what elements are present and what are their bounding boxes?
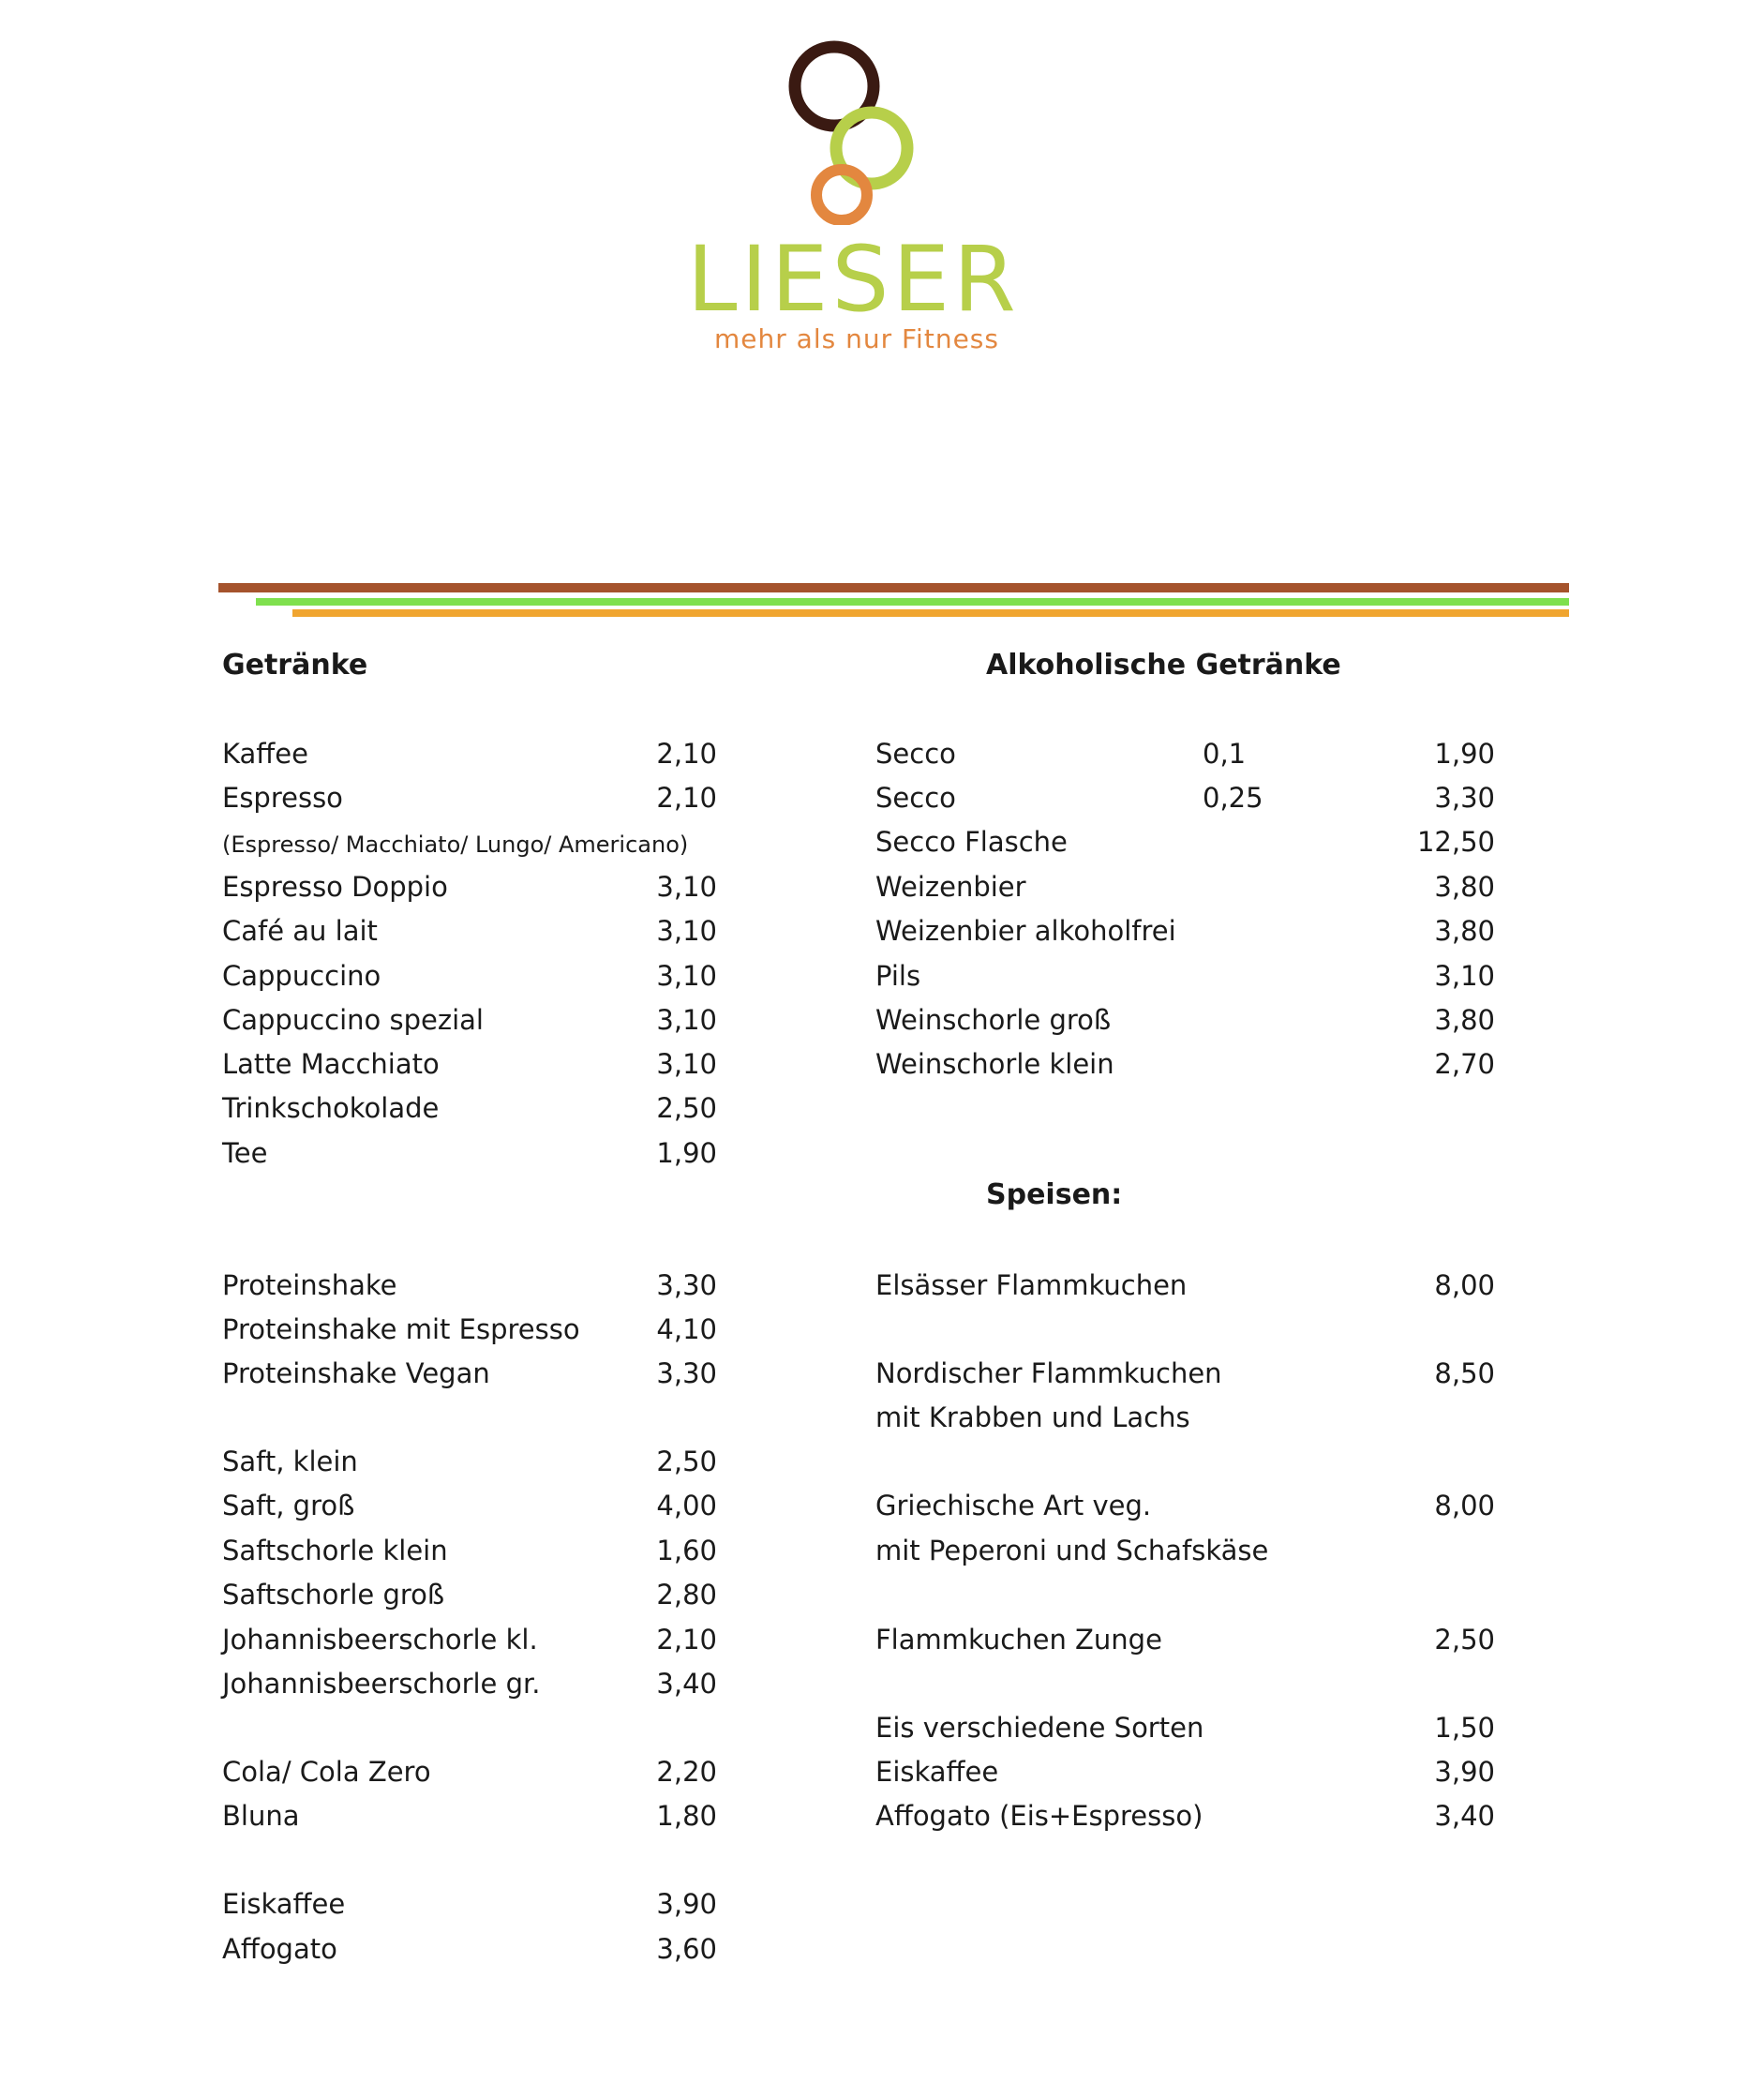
menu-item-price: 3,10 xyxy=(1434,960,1495,992)
menu-item-price: 4,00 xyxy=(656,1490,717,1521)
menu-item-name: Espresso xyxy=(222,782,343,814)
menu-item-price: 3,30 xyxy=(656,1357,717,1389)
menu-item-price: 3,40 xyxy=(656,1668,717,1700)
menu-item-name: Eiskaffee xyxy=(222,1888,346,1920)
menu-item-name: Weinschorle klein xyxy=(875,1048,1114,1080)
brand-tagline: mehr als nur Fitness xyxy=(714,323,999,354)
menu-item-price: 2,70 xyxy=(1434,1048,1495,1080)
menu-item-name: Espresso Doppio xyxy=(222,871,448,903)
menu-item-name: Secco Flasche xyxy=(875,826,1068,858)
menu-item-price: 1,60 xyxy=(656,1535,717,1566)
menu-item-price: 8,50 xyxy=(1434,1357,1495,1389)
menu-item-name: Proteinshake xyxy=(222,1269,397,1301)
menu-item-price: 3,10 xyxy=(656,915,717,947)
menu-item-name: Saftschorle klein xyxy=(222,1535,448,1566)
menu-item-name: Elsässer Flammkuchen xyxy=(875,1269,1188,1301)
menu-item-name: Cola/ Cola Zero xyxy=(222,1756,431,1788)
menu-item-price: 3,10 xyxy=(656,1004,717,1036)
menu-item-description: mit Krabben und Lachs xyxy=(875,1401,1190,1433)
menu-item-price: 3,90 xyxy=(656,1888,717,1920)
divider-orange xyxy=(292,609,1569,617)
menu-item-description: mit Peperoni und Schafskäse xyxy=(875,1535,1269,1566)
menu-item-price: 2,50 xyxy=(656,1446,717,1477)
menu-item-name: Cappuccino xyxy=(222,960,381,992)
menu-item-name: Saft, klein xyxy=(222,1446,358,1477)
menu-item-name: Weinschorle groß xyxy=(875,1004,1112,1036)
menu-item-name: Affogato (Eis+Espresso) xyxy=(875,1800,1203,1832)
menu-item-name: Eis verschiedene Sorten xyxy=(875,1712,1204,1744)
menu-item-name: Weizenbier alkoholfrei xyxy=(875,915,1176,947)
menu-item-price: 1,50 xyxy=(1434,1712,1495,1744)
menu-item-price: 2,10 xyxy=(656,1624,717,1656)
menu-item-size: 0,25 xyxy=(1203,782,1263,814)
menu-item-price: 2,80 xyxy=(656,1579,717,1611)
brand-wordmark: LIESER xyxy=(687,227,1020,332)
menu-item-name: Latte Macchiato xyxy=(222,1048,440,1080)
menu-item-name: Johannisbeerschorle kl. xyxy=(222,1624,538,1656)
menu-item-name: Proteinshake Vegan xyxy=(222,1357,490,1389)
menu-item-price: 12,50 xyxy=(1416,826,1495,858)
menu-item-name: Secco xyxy=(875,738,956,770)
menu-item-price: 1,90 xyxy=(1434,738,1495,770)
menu-item-price: 3,80 xyxy=(1434,1004,1495,1036)
menu-item-name: Affogato xyxy=(222,1933,337,1965)
divider-green xyxy=(256,598,1569,606)
menu-item-name: Tee xyxy=(222,1137,268,1169)
menu-item-name: Cappuccino spezial xyxy=(222,1004,484,1036)
menu-item-name: Pils xyxy=(875,960,921,992)
menu-item-note: (Espresso/ Macchiato/ Lungo/ Americano) xyxy=(222,832,689,858)
menu-item-price: 3,80 xyxy=(1434,915,1495,947)
heading-food: Speisen: xyxy=(986,1178,1123,1211)
menu-item-price: 3,30 xyxy=(1434,782,1495,814)
menu-item-price: 3,80 xyxy=(1434,871,1495,903)
heading-alcohol: Alkoholische Getränke xyxy=(986,649,1341,682)
menu-item-name: Trinkschokolade xyxy=(222,1092,440,1124)
menu-item-price: 3,90 xyxy=(1434,1756,1495,1788)
menu-item-name: Café au lait xyxy=(222,915,378,947)
menu-item-price: 3,30 xyxy=(656,1269,717,1301)
menu-item-price: 2,20 xyxy=(656,1756,717,1788)
menu-item-price: 1,90 xyxy=(656,1137,717,1169)
menu-item-name: Flammkuchen Zunge xyxy=(875,1624,1162,1656)
menu-item-price: 2,10 xyxy=(656,738,717,770)
menu-item-price: 2,50 xyxy=(656,1092,717,1124)
divider-brown xyxy=(218,583,1569,592)
menu-item-price: 3,10 xyxy=(656,871,717,903)
menu-item-name: Kaffee xyxy=(222,738,308,770)
logo xyxy=(0,0,1764,375)
menu-item-price: 8,00 xyxy=(1434,1490,1495,1521)
menu-item-name: Proteinshake mit Espresso xyxy=(222,1313,580,1345)
menu-item-price: 3,40 xyxy=(1434,1800,1495,1832)
menu-item-price: 2,10 xyxy=(656,782,717,814)
menu-item-price: 1,80 xyxy=(656,1800,717,1832)
heading-drinks: Getränke xyxy=(222,649,368,682)
menu-item-name: Secco xyxy=(875,782,956,814)
logo-rings-icon xyxy=(769,28,919,225)
menu-item-name: Nordischer Flammkuchen xyxy=(875,1357,1222,1389)
menu-item-name: Griechische Art veg. xyxy=(875,1490,1152,1521)
menu-item-price: 3,60 xyxy=(656,1933,717,1965)
menu-item-name: Weizenbier xyxy=(875,871,1026,903)
menu-item-price: 2,50 xyxy=(1434,1624,1495,1656)
menu-item-size: 0,1 xyxy=(1203,738,1247,770)
menu-item-price: 3,10 xyxy=(656,960,717,992)
menu-item-name: Saft, groß xyxy=(222,1490,355,1521)
menu-item-price: 8,00 xyxy=(1434,1269,1495,1301)
menu-item-price: 3,10 xyxy=(656,1048,717,1080)
menu-item-name: Bluna xyxy=(222,1800,300,1832)
menu-item-price: 4,10 xyxy=(656,1313,717,1345)
menu-item-name: Johannisbeerschorle gr. xyxy=(222,1668,541,1700)
menu-item-name: Saftschorle groß xyxy=(222,1579,445,1611)
menu-item-name: Eiskaffee xyxy=(875,1756,999,1788)
